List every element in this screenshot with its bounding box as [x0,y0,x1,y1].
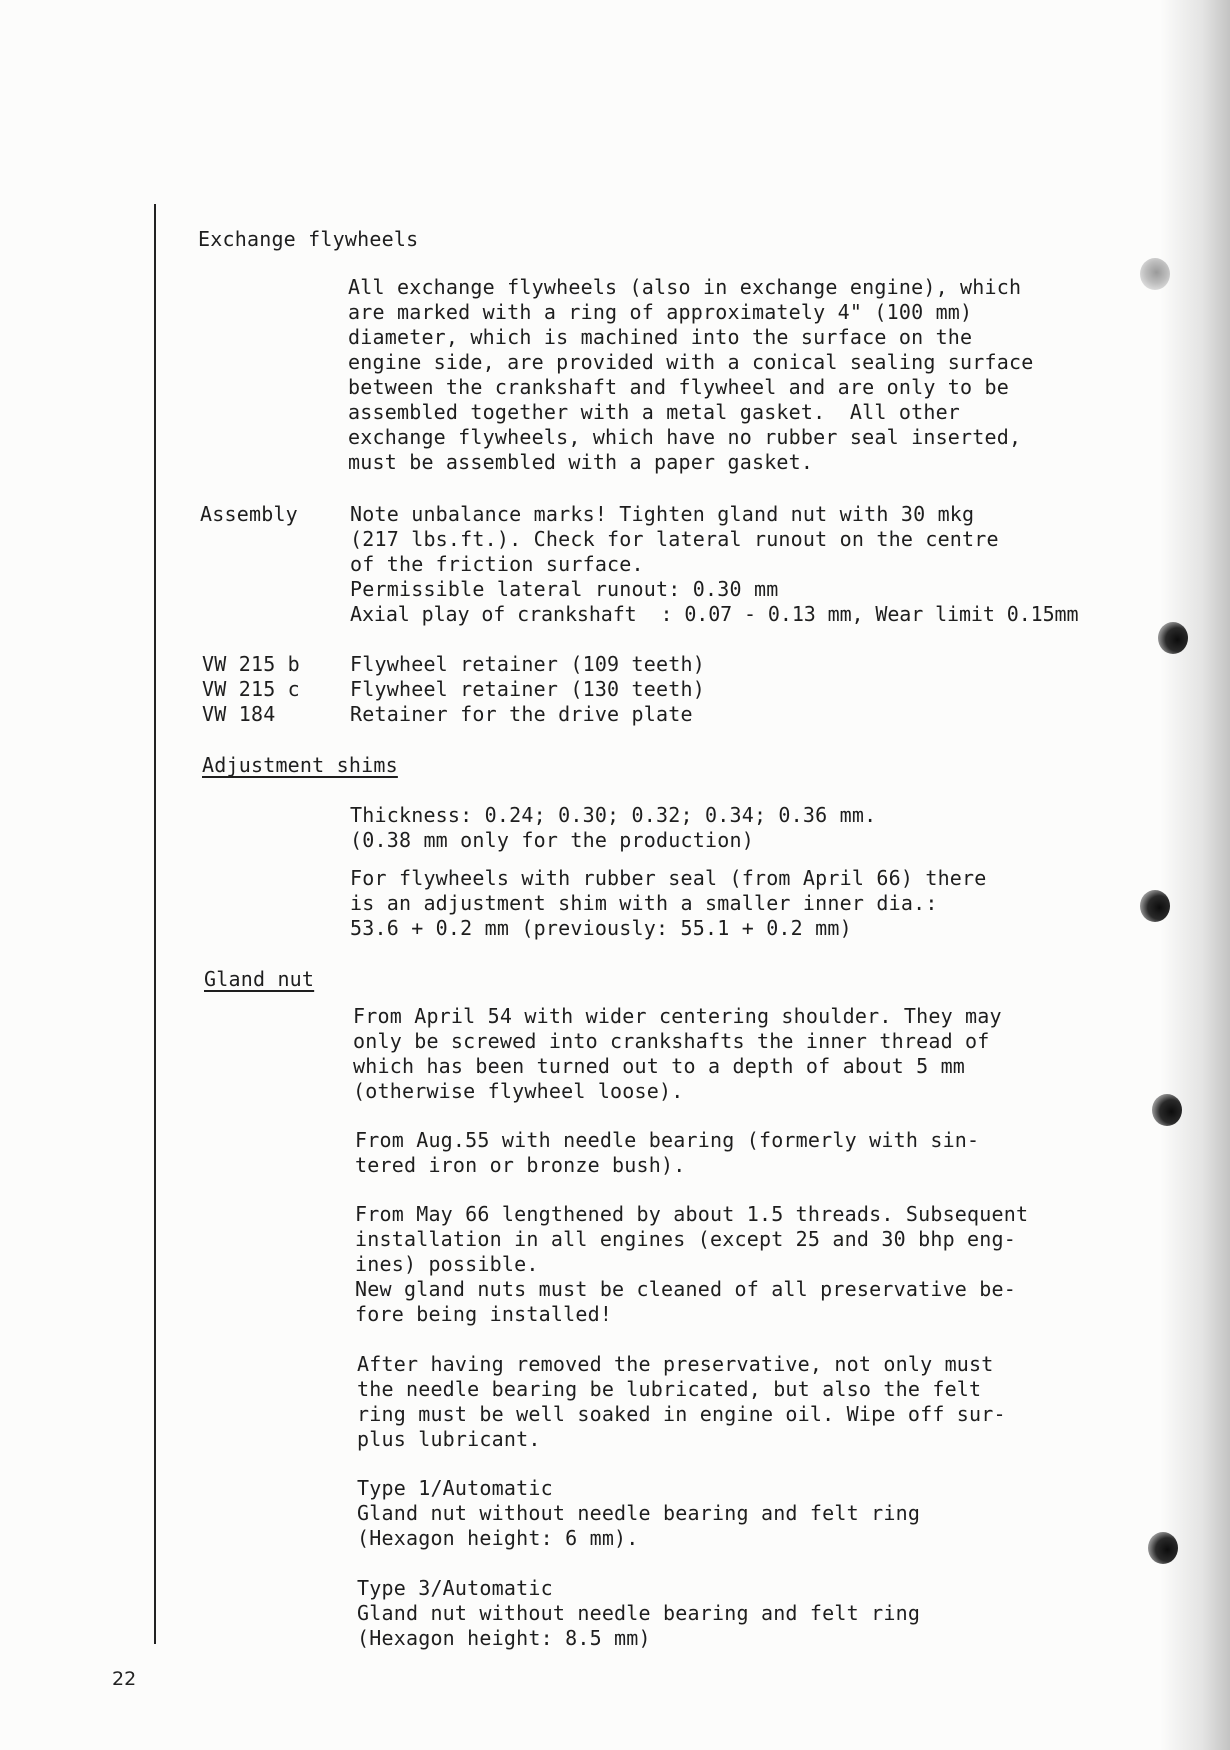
exchange-line: are marked with a ring of approximately 4" (100 mm) [348,300,973,324]
gland-line: plus lubricant. [357,1427,541,1451]
gland-line: installation in all engines (except 25 and 30 bhp eng- [355,1227,1017,1251]
shims-line: Thickness: 0.24; 0.30; 0.32; 0.34; 0.36 mm. [350,803,877,827]
shims-line: (0.38 mm only for the production) [350,828,754,852]
gland-line: Type 1/Automatic [357,1476,553,1500]
tool-code: VW 215 c [202,677,300,701]
punch-hole [1158,622,1188,654]
section-heading-exchange: Exchange flywheels [198,227,419,251]
gland-line: (Hexagon height: 8.5 mm) [357,1626,651,1650]
exchange-line: All exchange flywheels (also in exchange engine), which [348,275,1022,299]
gland-line: (Hexagon height: 6 mm). [357,1526,639,1550]
exchange-line: exchange flywheels, which have no rubber seal inserted, [348,425,1022,449]
gland-line: (otherwise flywheel loose). [353,1079,684,1103]
gland-line: From May 66 lengthened by about 1.5 threads. Subsequent [355,1202,1029,1226]
exchange-line: must be assembled with a paper gasket. [348,450,814,474]
shims-line: is an adjustment shim with a smaller inner dia.: [350,891,938,915]
gland-line: Gland nut without needle bearing and felt ring [357,1501,921,1525]
gland-line: From April 54 with wider centering shoulder. They may [353,1004,1002,1028]
assembly-line: of the friction surface. [350,552,644,576]
punch-hole [1140,890,1170,922]
page-edge-shadow [1160,0,1230,1750]
gland-line: Gland nut without needle bearing and felt ring [357,1601,921,1625]
tool-desc: Flywheel retainer (130 teeth) [350,677,705,701]
section-label-assembly: Assembly [200,502,298,526]
exchange-line: between the crankshaft and flywheel and are only to be [348,375,1010,399]
gland-line: After having removed the preservative, not only must [357,1352,994,1376]
page-number: 22 [112,1668,137,1690]
exchange-line: engine side, are provided with a conical sealing surface [348,350,1034,374]
shims-line: 53.6 + 0.2 mm (previously: 55.1 + 0.2 mm) [350,916,852,940]
gland-line: the needle bearing be lubricated, but also the felt [357,1377,982,1401]
exchange-line: diameter, which is machined into the surface on the [348,325,973,349]
gland-line: Type 3/Automatic [357,1576,553,1600]
punch-hole [1152,1094,1182,1126]
assembly-line: Note unbalance marks! Tighten gland nut with 30 mkg [350,502,975,526]
section-heading-gland-nut: Gland nut [204,967,315,991]
shims-line: For flywheels with rubber seal (from April 66) there [350,866,987,890]
assembly-line: Permissible lateral runout: 0.30 mm [350,577,779,601]
margin-rule [154,204,156,1644]
tool-desc: Flywheel retainer (109 teeth) [350,652,705,676]
tool-desc: Retainer for the drive plate [350,702,693,726]
gland-line: which has been turned out to a depth of about 5 mm [353,1054,966,1078]
gland-line: New gland nuts must be cleaned of all preservative be- [355,1277,1017,1301]
assembly-line: (217 lbs.ft.). Check for lateral runout on the centre [350,527,999,551]
gland-line: tered iron or bronze bush). [355,1153,686,1177]
gland-line: ines) possible. [355,1252,539,1276]
punch-hole [1140,258,1170,290]
gland-line: ring must be well soaked in engine oil. Wipe off sur- [357,1402,1006,1426]
exchange-line: assembled together with a metal gasket. All other [348,400,961,424]
gland-line: fore being installed! [355,1302,613,1326]
tool-code: VW 184 [202,702,276,726]
tool-code: VW 215 b [202,652,300,676]
punch-hole [1148,1532,1178,1564]
assembly-line: Axial play of crankshaft : 0.07 - 0.13 mm, Wear limit 0.15mm [350,602,1079,626]
gland-line: only be screwed into crankshafts the inner thread of [353,1029,990,1053]
section-heading-shims: Adjustment shims [202,753,398,777]
gland-line: From Aug.55 with needle bearing (formerly with sin- [355,1128,980,1152]
